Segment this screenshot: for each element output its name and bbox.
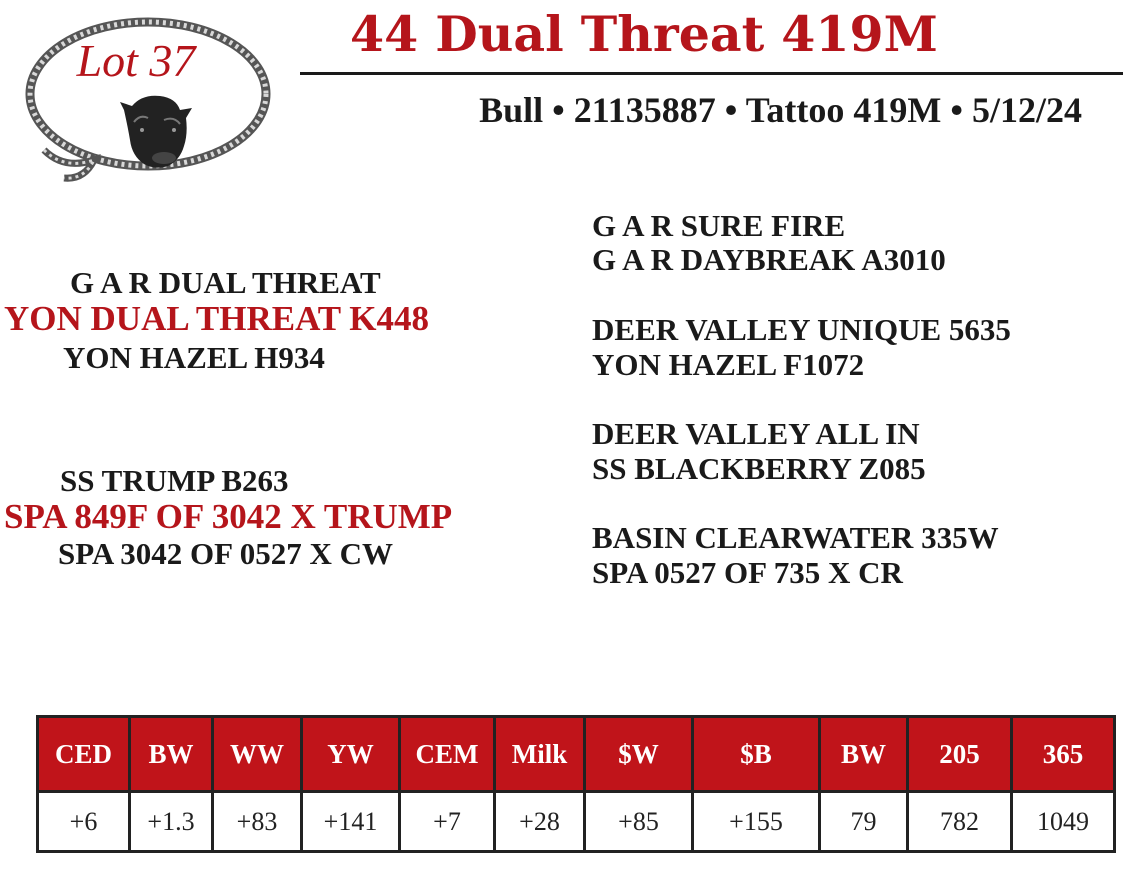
epd-header-cell: $W [585,717,693,792]
lot-logo [24,10,274,185]
pedigree-ggp: G A R DAYBREAK A3010 [592,242,946,277]
pedigree-ggp: G A R SURE FIRE [592,208,846,243]
epd-table [36,715,1116,853]
title-divider [300,72,1123,75]
epd-value-cell: +141 [302,792,400,852]
epd-header-cell: 365 [1012,717,1115,792]
page-title: 44 Dual Threat 419M [350,5,938,63]
epd-header-cell: BW [130,717,213,792]
epd-value-cell: +7 [400,792,495,852]
pedigree-sire: YON DUAL THREAT K448 [4,299,429,338]
pedigree-ggp: SPA 0527 OF 735 X CR [592,555,903,590]
pedigree-ggp: BASIN CLEARWATER 335W [592,520,999,555]
epd-value-cell: +6 [38,792,130,852]
epd-value-cell: +155 [693,792,820,852]
epd-value-cell: 1049 [1012,792,1115,852]
pedigree-ggp: YON HAZEL F1072 [592,347,865,382]
lot-label: Lot 37 [76,35,196,86]
epd-value-row [38,792,1115,852]
epd-header-row [38,717,1115,792]
pedigree-sire-dam: YON HAZEL H934 [63,340,325,375]
epd-header-cell: CED [38,717,130,792]
rope-oval [24,10,274,185]
epd-value-cell: 782 [908,792,1012,852]
epd-header-cell: 205 [908,717,1012,792]
pedigree-dam-sire: SS TRUMP B263 [60,463,289,498]
epd-value-cell: 79 [820,792,908,852]
epd-value-cell: +83 [213,792,302,852]
epd-header-cell: $B [693,717,820,792]
epd-header-cell: Milk [495,717,585,792]
pedigree-ggp: SS BLACKBERRY Z085 [592,451,926,486]
pedigree-ggp: DEER VALLEY ALL IN [592,416,920,451]
cattle-head-icon [120,96,192,168]
epd-header-cell: BW [820,717,908,792]
pedigree-dam: SPA 849F OF 3042 X TRUMP [4,497,453,536]
pedigree-sire-sire: G A R DUAL THREAT [70,265,381,300]
epd-value-cell: +85 [585,792,693,852]
animal-info-line: Bull • 21135887 • Tattoo 419M • 5/12/24 [479,90,1082,130]
epd-header-cell: CEM [400,717,495,792]
epd-header-cell: YW [302,717,400,792]
pedigree-ggp: DEER VALLEY UNIQUE 5635 [592,312,1011,347]
pedigree-dam-dam: SPA 3042 OF 0527 X CW [58,536,393,571]
epd-value-cell: +28 [495,792,585,852]
epd-header-cell: WW [213,717,302,792]
epd-value-cell: +1.3 [130,792,213,852]
